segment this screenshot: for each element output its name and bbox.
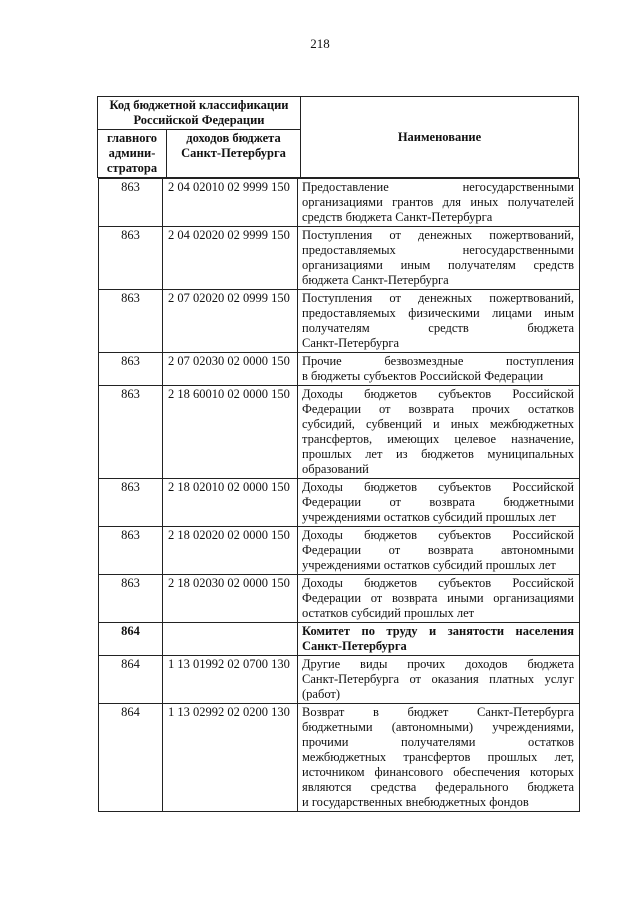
table-row bbox=[99, 527, 580, 575]
income-code: 2 18 02020 02 0000 150 bbox=[163, 527, 298, 575]
description-line: Возврат в бюджет Санкт-Петербурга bbox=[302, 705, 574, 719]
admin-code: 863 bbox=[99, 527, 163, 575]
description-line: являются средства федерального бюджета bbox=[302, 780, 574, 794]
table-row bbox=[99, 575, 580, 623]
description-line: организациями грантов для иных получателей bbox=[302, 195, 574, 209]
row-description bbox=[298, 479, 580, 527]
description-line: Доходы бюджетов субъектов Российской bbox=[302, 387, 574, 401]
header-group-title: Код бюджетной классификации Российской Федерации bbox=[98, 97, 301, 130]
row-description bbox=[298, 179, 580, 227]
description-line: межбюджетных трансфертов прошлых лет, bbox=[302, 750, 574, 764]
description-line: трансфертов, имеющих целевое назначение, bbox=[302, 432, 574, 446]
description-line: и государственных внебюджетных фондов bbox=[302, 795, 529, 809]
description-line: средств бюджета Санкт-Петербурга bbox=[302, 210, 493, 224]
description-line: источником финансового обеспечения которых bbox=[302, 765, 574, 779]
description-line: бюджета Санкт-Петербурга bbox=[302, 273, 449, 287]
income-code: 2 07 02020 02 0999 150 bbox=[163, 290, 298, 353]
table-row bbox=[99, 179, 580, 227]
description-line: получателям средств бюджета bbox=[302, 321, 574, 335]
description-line: Санкт-Петербурга bbox=[302, 336, 400, 350]
description-line: Санкт-Петербурга от оказания платных услуг bbox=[302, 672, 574, 686]
header-name: Наименование bbox=[301, 97, 579, 178]
description-line: предоставляемых негосударственными bbox=[302, 243, 574, 257]
row-description bbox=[298, 290, 580, 353]
table-row bbox=[99, 656, 580, 704]
description-line: предоставляемых физическими лицами иным bbox=[302, 306, 574, 320]
income-code: 2 07 02030 02 0000 150 bbox=[163, 353, 298, 386]
description-line: организациями иным получателям средств bbox=[302, 258, 574, 272]
row-description bbox=[298, 704, 580, 812]
income-code: 2 18 02030 02 0000 150 bbox=[163, 575, 298, 623]
description-line: Поступления от денежных пожертвований, bbox=[302, 291, 574, 305]
income-code: 1 13 01992 02 0700 130 bbox=[163, 656, 298, 704]
description-line: Федерации от возврата бюджетными bbox=[302, 495, 574, 509]
description-line: Федерации от возврата автономными bbox=[302, 543, 574, 557]
income-code: 1 13 02992 02 0200 130 bbox=[163, 704, 298, 812]
description-line: учреждениями остатков субсидий прошлых лет bbox=[302, 558, 556, 572]
row-description bbox=[298, 656, 580, 704]
description-line: Санкт-Петербурга bbox=[302, 639, 407, 653]
description-line: образований bbox=[302, 462, 369, 476]
income-code: 2 04 02010 02 9999 150 bbox=[163, 179, 298, 227]
row-description bbox=[298, 227, 580, 290]
header-income: доходов бюджета Санкт-Петербурга bbox=[167, 130, 301, 178]
classification-table bbox=[98, 178, 580, 812]
description-line: Комитет по труду и занятости населения bbox=[302, 624, 574, 638]
description-line: Доходы бюджетов субъектов Российской bbox=[302, 576, 574, 590]
admin-code: 863 bbox=[99, 353, 163, 386]
income-code: 2 18 60010 02 0000 150 bbox=[163, 386, 298, 479]
admin-code: 864 bbox=[99, 623, 163, 656]
income-code bbox=[163, 623, 298, 656]
table-row bbox=[99, 290, 580, 353]
row-description bbox=[298, 623, 580, 656]
income-code: 2 18 02010 02 0000 150 bbox=[163, 479, 298, 527]
description-line: Федерации от возврата иными организациями bbox=[302, 591, 574, 605]
description-line: прошлых лет из бюджетов муниципальных bbox=[302, 447, 574, 461]
description-line: Другие виды прочих доходов бюджета bbox=[302, 657, 574, 671]
admin-code: 863 bbox=[99, 575, 163, 623]
description-line: Доходы бюджетов субъектов Российской bbox=[302, 528, 574, 542]
page-number: 218 bbox=[310, 36, 330, 51]
table-row bbox=[99, 623, 580, 656]
row-description bbox=[298, 353, 580, 386]
admin-code: 863 bbox=[99, 227, 163, 290]
description-line: бюджетными (автономными) учреждениями, bbox=[302, 720, 574, 734]
admin-code: 863 bbox=[99, 179, 163, 227]
description-line: остатков субсидий прошлых лет bbox=[302, 606, 475, 620]
income-code: 2 04 02020 02 9999 150 bbox=[163, 227, 298, 290]
row-description bbox=[298, 386, 580, 479]
description-line: в бюджеты субъектов Российской Федерации bbox=[302, 369, 544, 383]
description-line: (работ) bbox=[302, 687, 341, 701]
admin-code: 864 bbox=[99, 704, 163, 812]
description-line: Прочие безвозмездные поступления bbox=[302, 354, 574, 368]
row-description bbox=[298, 527, 580, 575]
header-admin: главного админи-стратора bbox=[98, 130, 167, 178]
description-line: прочими получателями остатков bbox=[302, 735, 574, 749]
description-line: Предоставление негосударственными bbox=[302, 180, 574, 194]
table-row bbox=[99, 386, 580, 479]
table-row bbox=[99, 479, 580, 527]
description-line: учреждениями остатков субсидий прошлых лет bbox=[302, 510, 556, 524]
admin-code: 863 bbox=[99, 479, 163, 527]
admin-code: 863 bbox=[99, 386, 163, 479]
description-line: Доходы бюджетов субъектов Российской bbox=[302, 480, 574, 494]
admin-code: 863 bbox=[99, 290, 163, 353]
table-row bbox=[99, 704, 580, 812]
description-line: Федерации от возврата прочих остатков bbox=[302, 402, 574, 416]
row-description bbox=[298, 575, 580, 623]
description-line: субсидий, субвенций и иных межбюджетных bbox=[302, 417, 574, 431]
table-row bbox=[99, 227, 580, 290]
header-table bbox=[97, 96, 579, 178]
admin-code: 864 bbox=[99, 656, 163, 704]
table-row bbox=[99, 353, 580, 386]
description-line: Поступления от денежных пожертвований, bbox=[302, 228, 574, 242]
